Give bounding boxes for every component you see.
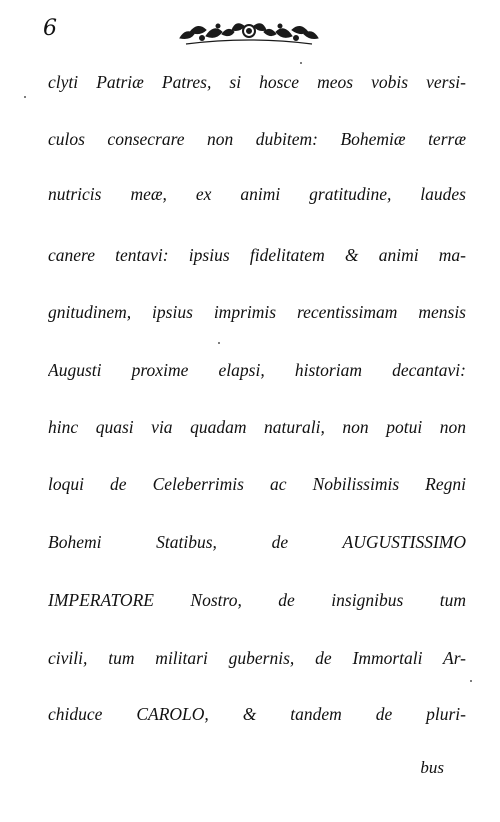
text-line-9 [48,530,466,554]
page-number: 6 [43,16,57,41]
text-line-7 [48,415,466,439]
line-text: nutricis meæ, ex animi gratitudine, laudes [48,184,466,204]
line-text: clyti Patriæ Patres, si hosce meos vobis versi- [48,72,466,92]
text-line-6 [48,358,466,382]
text-line-12 [48,702,466,726]
line-text: Bohemi Statibus, de AUGUSTISSIMO [48,532,466,552]
line-text: canere tentavi: ipsius fidelitatem & animi ma- [48,245,466,265]
text-line-2 [48,127,466,151]
line-text: culos consecrare non dubitem: Bohemiæ terræ [48,129,466,149]
line-text: gnitudinem, ipsius imprimis recentissimam mensis [48,302,466,322]
text-line-8 [48,472,466,496]
line-text: Augusti proxime elapsi, historiam decantavi: [48,360,466,380]
line-text: IMPERATORE Nostro, de insignibus tum [48,590,466,610]
text-line-4 [48,243,466,267]
paper-speck [470,680,472,682]
text-line-3 [48,182,466,206]
line-text: hinc quasi via quadam naturali, non potui non [48,417,466,437]
text-line-1 [48,70,466,94]
line-text: loqui de Celeberrimis ac Nobilissimis Regni [48,474,466,494]
paper-speck [218,342,220,344]
floral-ornament-icon [176,14,322,50]
text-line-5 [48,300,466,324]
catchword: bus [420,758,444,777]
text-line-10 [48,588,466,612]
paper-speck [24,96,26,98]
line-text: civili, tum militari gubernis, de Immortali Ar- [48,648,466,668]
line-text: chiduce CAROLO, & tandem de pluri- [48,704,466,724]
text-line-11 [48,646,466,670]
paper-speck [300,62,302,64]
